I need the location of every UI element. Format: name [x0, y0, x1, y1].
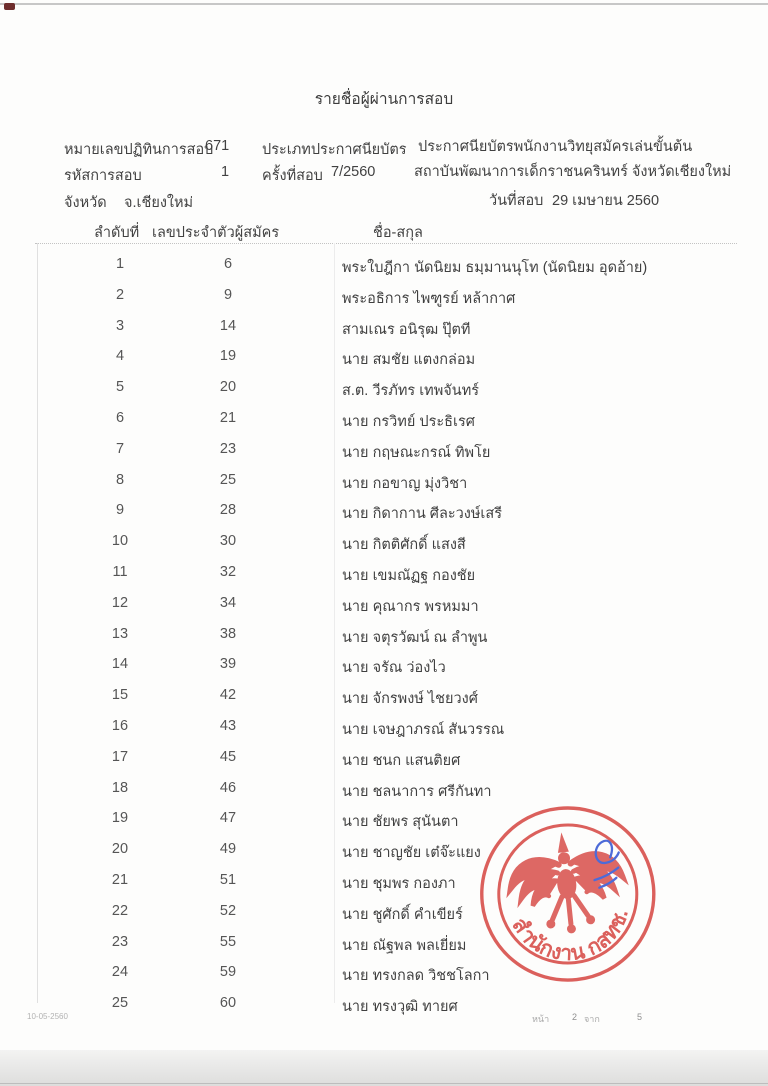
row-number: 5: [115, 379, 125, 396]
applicant-name: นาย ทรงกลด วิชชโลกา: [342, 968, 490, 985]
table-row: [0, 620, 768, 651]
applicant-id: 52: [219, 902, 237, 919]
applicant-name: นาย เขมณัฏฐ กองชัย: [342, 567, 476, 584]
applicant-id: 46: [219, 779, 237, 796]
row-number: 1: [115, 256, 125, 272]
applicant-name: พระอธิการ ไพฑูรย์ หล้ากาศ: [342, 290, 516, 307]
scan-bottom-band: [0, 1050, 768, 1086]
applicant-id: 38: [219, 625, 237, 642]
table-row: [0, 250, 768, 281]
row-number: 19: [111, 810, 129, 827]
office-stamp: [467, 793, 670, 999]
applicant-name: นาย กอขาญ มุ่งวิชา: [342, 475, 468, 492]
table-row: [0, 589, 768, 620]
row-number: 6: [115, 409, 125, 426]
row-number: 8: [115, 471, 125, 488]
table-row: [0, 774, 768, 805]
scan-corner-mark: [4, 3, 15, 10]
row-number: 4: [115, 348, 125, 365]
applicant-id: 55: [219, 933, 237, 950]
province-value: จ.เชียงใหม่: [124, 195, 194, 211]
applicant-name: นาย กฤษณะกรณ์ ทิพโย: [342, 444, 491, 461]
row-number: 24: [111, 964, 129, 981]
row-number: 20: [111, 841, 129, 858]
row-number: 23: [111, 933, 129, 950]
table-row: [0, 466, 768, 497]
applicant-name: นาย คุณากร พรหมมา: [342, 598, 479, 615]
applicant-id: 21: [219, 409, 237, 426]
applicant-id: 23: [219, 440, 237, 457]
applicant-id: 32: [219, 563, 237, 580]
applicant-name: นาย ชาญชัย เต๋จ๊ะแยง: [342, 845, 481, 862]
applicant-name: ส.ต. วีรภัทร เทพจันทร์: [342, 383, 480, 400]
column-header-name: ชื่อ-สกุล: [373, 225, 423, 241]
applicant-id: 30: [219, 533, 237, 550]
applicant-name: นาย เจษฎาภรณ์ สันวรรณ: [342, 721, 505, 738]
table-row: [0, 558, 768, 589]
footer-page-label: หน้า: [532, 1014, 550, 1024]
scan-edge-line: [0, 3, 768, 5]
applicant-id: 39: [219, 656, 237, 673]
calendar-number-label: หมายเลขปฏิทินการสอบ: [64, 142, 214, 158]
row-number: 13: [111, 625, 129, 642]
row-number: 18: [111, 779, 129, 796]
exam-date-value: 29 เมษายน 2560: [552, 193, 660, 209]
row-number: 21: [111, 871, 129, 888]
table-row: [0, 342, 768, 373]
calendar-number-value: 671: [205, 138, 230, 154]
applicant-name: นาย ชัยพร สุนันตา: [342, 814, 459, 831]
applicant-name: สามเณร อนิรุฒ ปุ๊ตที: [342, 321, 471, 338]
applicant-name: นาย ชูศักดิ์ คำเขียร์: [342, 906, 463, 923]
applicant-id: 51: [219, 871, 237, 888]
column-header-number: ลำดับที่: [94, 225, 140, 241]
row-number: 11: [112, 563, 128, 580]
applicant-id: 14: [219, 317, 237, 334]
page-title: รายชื่อผู้ผ่านการสอบ: [314, 91, 454, 108]
applicant-name: นาย กิดากาน ศีละวงษ์เสรี: [342, 506, 503, 523]
applicant-id: 34: [219, 594, 237, 611]
applicant-id: 20: [219, 379, 237, 396]
stamp-text: สำนักงาน กสทช.: [507, 906, 633, 966]
applicant-id: 60: [219, 995, 237, 1012]
applicant-id: 59: [219, 964, 237, 981]
table-row: [0, 650, 768, 681]
footer-print-date: 10-05-2560: [27, 1012, 68, 1021]
table-row: [0, 404, 768, 435]
certificate-type-value: ประกาศนียบัตรพนักงานวิทยุสมัครเล่นขั้นต้น: [418, 139, 693, 155]
applicant-id: 28: [219, 502, 237, 519]
applicant-id: 45: [219, 748, 237, 765]
applicant-id: 43: [219, 717, 237, 734]
row-number: 7: [115, 440, 125, 457]
row-number: 12: [111, 594, 129, 611]
applicant-id: 47: [219, 810, 237, 827]
row-number: 25: [111, 995, 129, 1012]
table-row: [0, 712, 768, 743]
row-number: 2: [115, 286, 125, 303]
table-row: [0, 681, 768, 712]
applicant-name: นาย กิตติศักดิ์ แสงสี: [342, 537, 466, 554]
applicant-id: 49: [219, 841, 237, 858]
row-number: 17: [111, 748, 129, 765]
table-row: [0, 743, 768, 774]
table-row: [0, 435, 768, 466]
row-number: 22: [111, 902, 129, 919]
applicant-name: นาย ชุมพร กองภา: [342, 875, 456, 892]
row-number: 9: [115, 502, 125, 519]
applicant-name: นาย ทรงวุฒิ ทายศ: [342, 999, 458, 1016]
applicant-name: นาย จรัณ ว่องไว: [342, 660, 446, 677]
applicant-name: นาย ณัฐพล พลเยี่ยม: [342, 937, 467, 954]
applicant-name: นาย ชลนาการ ศรีกันทา: [342, 783, 492, 800]
table-row: [0, 312, 768, 343]
footer-page-total: 5: [637, 1012, 643, 1022]
applicant-name: นาย กรวิทย์ ประธิเรศ: [342, 413, 475, 430]
applicant-id: 25: [219, 471, 237, 488]
session-label: ครั้งที่สอบ: [262, 168, 323, 184]
applicant-name: นาย จตุรวัฒน์ ณ ลำพูน: [342, 629, 488, 646]
table-header-rule: [35, 243, 737, 244]
table-row: [0, 527, 768, 558]
row-number: 15: [111, 687, 129, 704]
session-value: 7/2560: [331, 164, 376, 180]
applicant-id: 19: [219, 348, 237, 365]
row-number: 14: [111, 656, 129, 673]
applicant-id: 6: [223, 256, 233, 272]
applicant-name: นาย สมชัย แตงกล่อม: [342, 352, 476, 369]
applicant-name: นาย จักรพงษ์ ไชยวงศ์: [342, 691, 478, 708]
applicant-id: 42: [219, 687, 237, 704]
table-row: [0, 281, 768, 312]
certificate-type-label: ประเภทประกาศนียบัตร: [262, 142, 407, 158]
applicant-name: นาย ชนก แสนติยศ: [342, 752, 461, 769]
table-row: [0, 496, 768, 527]
row-number: 10: [111, 533, 129, 550]
row-number: 16: [111, 717, 129, 734]
footer-of-label: จาก: [584, 1014, 600, 1024]
exam-code-label: รหัสการสอบ: [64, 168, 142, 184]
venue-value: สถาบันพัฒนาการเด็กราชนครินทร์ จังหวัดเชียงใหม่: [414, 164, 732, 180]
footer-page-number: 2: [572, 1012, 578, 1022]
scan-bottom-edge: [0, 1083, 768, 1084]
exam-date-label: วันที่สอบ: [489, 193, 544, 209]
applicant-name: พระใบฎีกา นัดนิยม ธมฺมานนุโท (นัดนิยม อุดอ้าย): [342, 260, 648, 276]
table-row: [0, 989, 768, 1020]
exam-code-value: 1: [221, 164, 230, 180]
applicant-id: 9: [223, 286, 233, 303]
table-row: [0, 373, 768, 404]
column-header-applicant-id: เลขประจำตัวผู้สมัคร: [152, 225, 280, 241]
row-number: 3: [115, 317, 125, 334]
province-label: จังหวัด: [64, 195, 107, 211]
